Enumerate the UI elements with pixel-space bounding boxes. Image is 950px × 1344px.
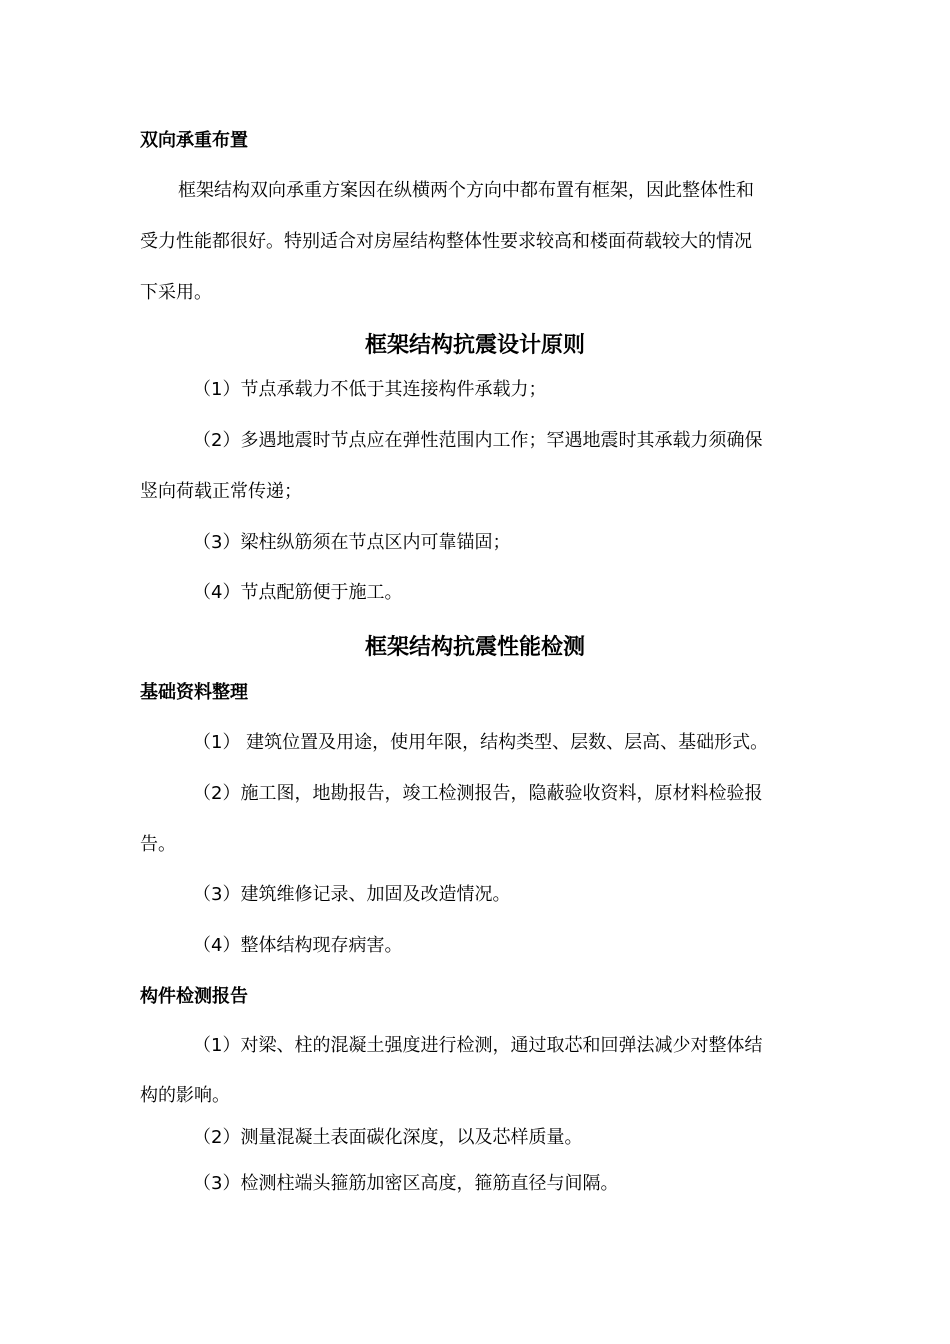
subsection-heading-component-report: 构件检测报告 bbox=[140, 986, 248, 1007]
section-title-design-principles: 框架结构抗震设计原则 bbox=[364, 333, 585, 358]
list-item: （2）施工图，地勘报告，竣工检测报告，隐蔽验收资料，原材料检验报 bbox=[193, 783, 763, 804]
paragraph-line: 受力性能都很好。特别适合对房屋结构整体性要求较高和楼面荷载较大的情况 bbox=[140, 231, 752, 252]
paragraph-line: 下采用。 bbox=[140, 282, 212, 303]
list-item: （3）建筑维修记录、加固及改造情况。 bbox=[193, 884, 511, 905]
list-item: （3）梁柱纵筋须在节点区内可靠锚固； bbox=[193, 532, 511, 553]
list-item: （2）测量混凝土表面碳化深度，以及芯样质量。 bbox=[193, 1127, 583, 1148]
list-item-continuation: 竖向荷载正常传递； bbox=[140, 481, 302, 502]
list-item: （4）节点配筋便于施工。 bbox=[193, 582, 403, 603]
paragraph-line: 框架结构双向承重方案因在纵横两个方向中都布置有框架，因此整体性和 bbox=[178, 180, 754, 201]
list-item: （3）检测柱端头箍筋加密区高度，箍筋直径与间隔。 bbox=[193, 1173, 619, 1194]
list-item-continuation: 告。 bbox=[140, 834, 176, 855]
section-title-seismic-testing: 框架结构抗震性能检测 bbox=[364, 635, 585, 660]
list-item: （1）节点承载力不低于其连接构件承载力； bbox=[193, 379, 547, 400]
section-heading-bidirectional: 双向承重布置 bbox=[140, 130, 248, 151]
list-item: （2）多遇地震时节点应在弹性范围内工作；罕遇地震时其承载力须确保 bbox=[193, 430, 763, 451]
list-item-continuation: 构的影响。 bbox=[140, 1085, 230, 1106]
list-item: （4）整体结构现存病害。 bbox=[193, 935, 403, 956]
list-item: （1） 建筑位置及用途，使用年限，结构类型、层数、层高、基础形式。 bbox=[193, 732, 769, 753]
list-item: （1）对梁、柱的混凝土强度进行检测，通过取芯和回弹法减少对整体结 bbox=[193, 1035, 763, 1056]
subsection-heading-basic-data: 基础资料整理 bbox=[140, 682, 248, 703]
